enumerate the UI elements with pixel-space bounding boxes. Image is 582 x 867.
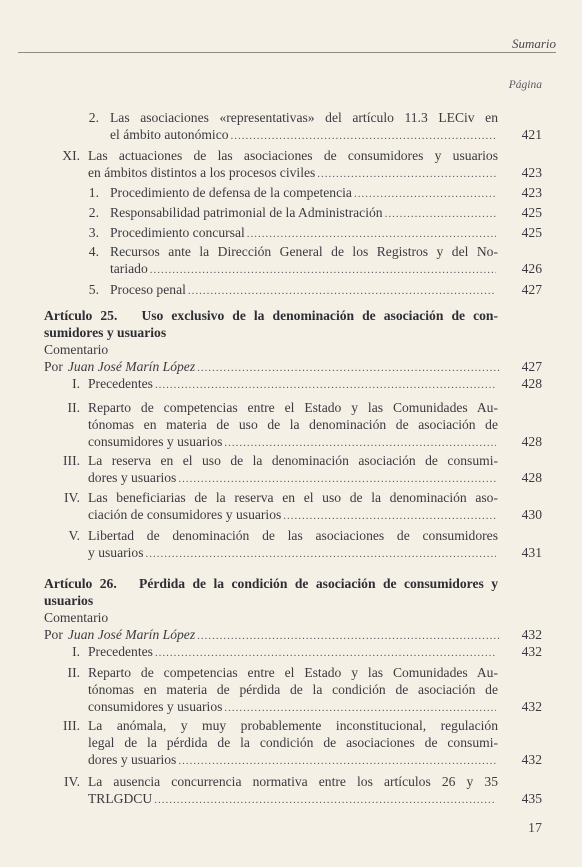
entry-number: I. [72,376,80,391]
entry-text-line [110,204,498,223]
entry-text-line: La reserva en el uso de la denominación asociación de consumi- [88,453,498,468]
entry-number: 2. [88,205,99,220]
dot-leader [283,508,496,525]
entry-text-line [88,375,498,394]
entry-text-line [88,751,498,770]
author-name: Juan José Marín López [67,627,196,642]
entry-text-line [88,433,498,452]
entry-page: 427 [521,282,542,297]
dot-leader [178,471,496,488]
dot-leader [178,753,496,770]
dot-leader [146,546,496,563]
entry-number: II. [67,665,80,680]
entry-text: el ámbito autonómico [110,127,229,142]
article-heading[interactable] [44,307,498,341]
dot-leader [224,700,496,717]
entry-page: 428 [521,470,542,485]
author-page: 432 [521,627,542,642]
page-number: 17 [528,821,542,836]
author-prefix: Por [44,627,63,642]
entry-text: Responsabilidad patrimonial de la Administración [110,205,383,220]
entry-text-line [110,126,498,145]
entry-page: 430 [521,507,542,522]
dot-leader [247,226,496,243]
entry-page: 426 [521,261,542,276]
article-heading-line: Artículo 26. Pérdida de la condición de asociación de consumidores y [44,576,498,591]
entry-text: TRLGDCU [88,791,153,806]
dot-leader [224,435,496,452]
entry-text-line: Recursos ante la Dirección General de los Registros y del No- [110,244,498,259]
entry-text-line [88,506,498,525]
dot-leader [150,262,496,279]
article-heading[interactable] [44,575,498,609]
entry-page: 432 [521,644,542,659]
entry-text-line [88,544,498,563]
comment-label: Comentario [44,342,109,357]
entry-text-line: Libertad de denominación de las asociaciones de consumidores [88,528,498,543]
dot-leader [154,792,496,809]
entry-number: III. [63,718,80,733]
entry-page: 428 [521,376,542,391]
entry-page: 421 [521,127,542,142]
entry-text-line [88,790,498,809]
entry-text: consumidores y usuarios [88,699,223,714]
author-prefix: Por [44,359,63,374]
entry-text: Precedentes [88,644,153,659]
entry-text-line [110,224,498,243]
entry-text: consumidores y usuarios [88,434,223,449]
entry-text-line: Las asociaciones «representativas» del artículo 11.3 LECiv en [110,110,498,125]
entry-text-line: legal de la pérdida de la condición de asociaciones de consumi- [88,735,498,750]
author-name: Juan José Marín López [67,359,196,374]
entry-text-line: Reparto de competencias entre el Estado y las Comunidades Au- [88,400,498,415]
entry-text-line [110,184,498,203]
entry-text-line: Reparto de competencias entre el Estado y las Comunidades Au- [88,665,498,680]
article-heading-line: sumidores y usuarios [44,325,167,340]
entry-number: 4. [88,244,99,259]
entry-page: 432 [521,752,542,767]
entry-text-line [88,643,498,662]
entry-page: 425 [521,225,542,240]
dot-leader [317,166,496,183]
entry-number: 3. [88,225,99,240]
dot-leader [354,186,496,203]
entry-page: 428 [521,434,542,449]
entry-text-line [88,469,498,488]
entry-page: 425 [521,205,542,220]
entry-text-line [110,281,498,300]
dot-leader [188,283,496,300]
entry-text-line: tónomas en materia de uso de la denominación de asociación de [88,417,498,432]
entry-number: IV. [64,774,80,789]
dot-leader [155,645,496,662]
entry-number: 2. [88,110,99,125]
entry-text: dores y usuarios [88,470,177,485]
entry-number: 1. [88,185,99,200]
entry-text: Proceso penal [110,282,186,297]
entry-page: 423 [521,185,542,200]
entry-text-line: Las actuaciones de las asociaciones de consumidores y usuarios [88,148,498,163]
entry-number: V. [68,528,80,543]
entry-number: IV. [64,490,80,505]
entry-number: II. [67,400,80,415]
entry-text-line [88,698,498,717]
article-heading-line: usuarios [44,593,94,608]
entry-number: I. [72,644,80,659]
entry-text: Procedimiento concursal [110,225,245,240]
entry-text-line [110,260,498,279]
entry-text: tariado [110,261,148,276]
entry-text-line: La anómala, y muy probablemente inconstitucional, regulación [88,718,498,733]
entry-page: 435 [521,791,542,806]
article-heading-line: Artículo 25. Uso exclusivo de la denominación de asociación de con- [44,308,498,323]
entry-page: 432 [521,699,542,714]
entry-text: Procedimiento de defensa de la competencia [110,185,352,200]
entry-number: III. [63,453,80,468]
entry-page: 423 [521,165,542,180]
entry-text: y usuarios [88,545,144,560]
dot-leader [231,128,496,145]
dot-leader [385,206,496,223]
entry-text: ciación de consumidores y usuarios [88,507,282,522]
entry-number: 5. [88,282,99,297]
comment-label: Comentario [44,610,109,625]
page-column-label: Página [508,79,542,91]
running-title: Sumario [506,36,556,52]
entry-text-line: tónomas en materia de pérdida de la condición de asociación de [88,682,498,697]
entry-page: 431 [521,545,542,560]
entry-number: XI. [62,148,80,163]
dot-leader [155,377,496,394]
entry-text: Precedentes [88,376,153,391]
entry-text-line: Las beneficiarias de la reserva en el uso de la denominación aso- [88,490,498,505]
author-page: 427 [521,359,542,374]
entry-text: en ámbitos distintos a los procesos civiles [88,165,316,180]
entry-text-line [88,164,498,183]
entry-text: dores y usuarios [88,752,177,767]
entry-text-line: La ausencia concurrencia normativa entre los artículos 26 y 35 [88,774,498,789]
